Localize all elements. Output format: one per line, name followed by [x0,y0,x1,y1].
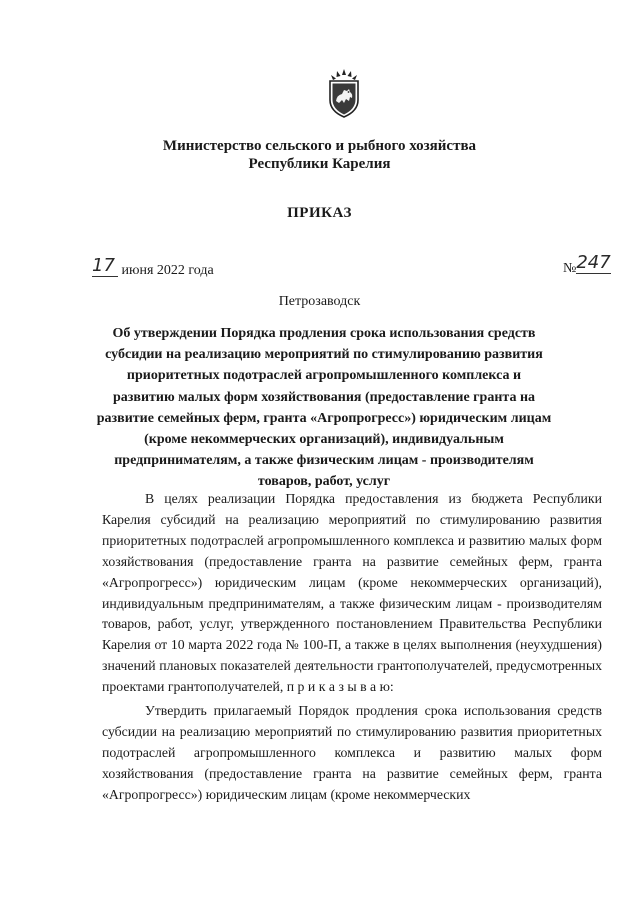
ministry-name-line2: Республики Карелия [248,156,391,172]
document-type: ПРИКАЗ [287,205,352,221]
order-heading: Об утверждении Порядка продления срока использования средств субсидии на реализацию мероприятий по стимулированию развития приоритетных подотраслей агропромышленного комплекса и развитию малых форм хозяйствования (предоставление гранта на развитие семейных ферм, гранта «Агропрогресс») юридическим лицам (кроме некоммерческих организаций), индивидуальным предпринимателям, а также физическим лицам - производителям товаров, работ, услуг [96,326,552,490]
number-label: № [563,261,577,276]
date-month-year: июня 2022 года [121,263,214,278]
document-number [563,252,611,278]
body-paragraph-1: В целях реализации Порядка предоставления из бюджета Республики Карелия субсидий на реализацию мероприятий по стимулированию развития приоритетных подотраслей агропромышленного комплекса и развитию малых форм хозяйствования (предоставление гранта на развитие семейных ферм, гранта «Агропрогресс») юридическим лицам (кроме некоммерческих организаций), индивидуальным предпринимателям, а также физическим лицам - производителям товаров, работ, услуг, утвержденного постановлением Правительства Республики Карелия от 10 марта 2022 года № 100-П, а также в целях выполнения (неухудшения) значений плановых показателей деятельности грантополучателей, предусмотренных проектами грантополучателей, п р и к а з ы в а ю: [102,491,602,695]
body-paragraph-2: Утвердить прилагаемый Порядок продления срока использования средств субсидии на реализацию мероприятий по стимулированию развития приоритетных подотраслей агропромышленного комплекса и развитию малых форм хозяйствования (предоставление гранта на развитие семейных ферм, гранта «Агропрогресс») юридическим лицам (кроме некоммерческих [102,703,602,802]
document-date [92,255,214,280]
handwritten-number: 247 [576,252,611,273]
karelia-coat-of-arms-icon [326,68,362,118]
handwritten-date-day: 17 [92,255,118,277]
ministry-name-line1: Министерство сельского и рыбного хозяйства [162,138,477,154]
city-name: Петрозаводск [278,294,361,309]
